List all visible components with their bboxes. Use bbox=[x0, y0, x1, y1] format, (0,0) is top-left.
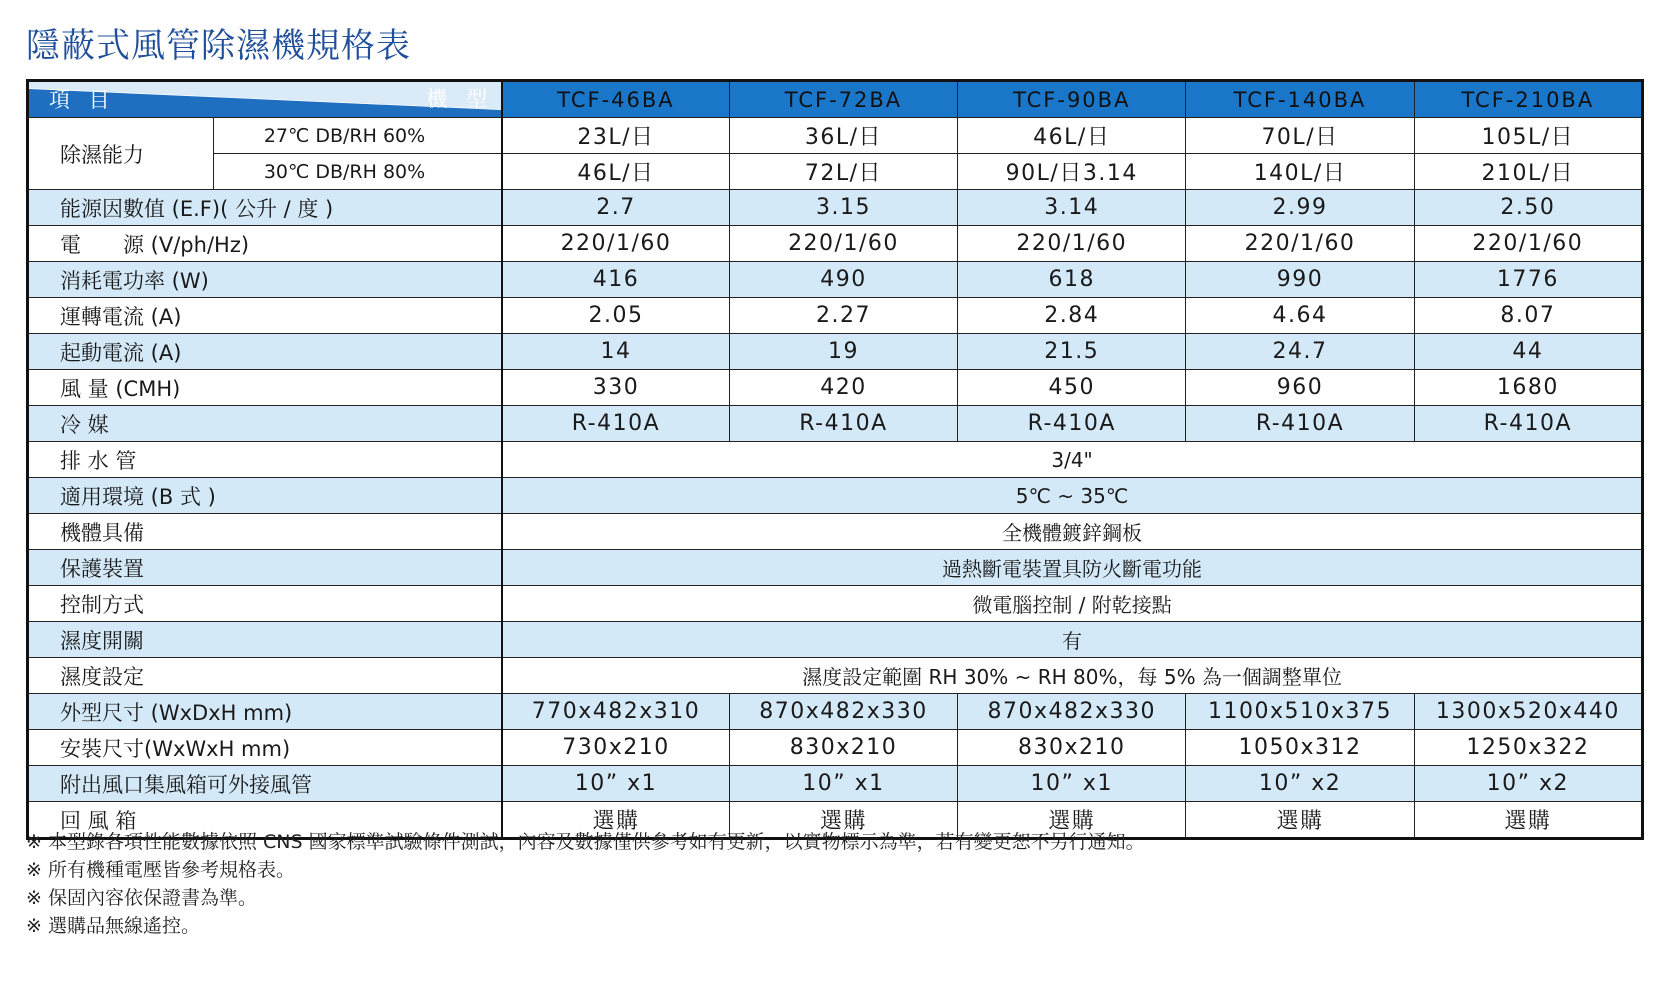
table-row bbox=[28, 586, 1643, 622]
table-cell: 微電腦控制 / 附乾接點 bbox=[502, 586, 1642, 622]
table-cell: 3.15 bbox=[729, 190, 957, 226]
table-cell: 105L/日 bbox=[1414, 118, 1642, 154]
model-header: TCF-140BA bbox=[1186, 81, 1414, 118]
dehumidify-condition: 30℃ DB/RH 80% bbox=[213, 154, 502, 190]
table-cell: 選購 bbox=[502, 802, 729, 839]
row-label: 排 水 管 bbox=[28, 442, 503, 478]
table-cell: 960 bbox=[1186, 370, 1414, 406]
table-row bbox=[28, 730, 1643, 766]
table-cell: 70L/日 bbox=[1186, 118, 1414, 154]
table-row bbox=[28, 406, 1643, 442]
table-row bbox=[28, 514, 1643, 550]
table-cell: 選購 bbox=[1414, 802, 1642, 839]
row-label: 冷 媒 bbox=[28, 406, 503, 442]
footnote: ※ 保固內容依保證書為準。 bbox=[26, 887, 257, 909]
dehumidify-row-2 bbox=[28, 154, 1643, 190]
table-cell: 全機體鍍鋅鋼板 bbox=[502, 514, 1642, 550]
row-label: 電 源 (V/ph/Hz) bbox=[28, 226, 503, 262]
table-cell: 36L/日 bbox=[729, 118, 957, 154]
table-cell: 220/1/60 bbox=[729, 226, 957, 262]
table-cell: 416 bbox=[502, 262, 729, 298]
footnote: ※ 所有機種電壓皆參考規格表。 bbox=[26, 859, 295, 881]
table-cell: 140L/日 bbox=[1186, 154, 1414, 190]
row-label: 風 量 (CMH) bbox=[28, 370, 503, 406]
table-cell: 450 bbox=[958, 370, 1186, 406]
dehumidify-row-1 bbox=[28, 118, 1643, 154]
table-row bbox=[28, 442, 1643, 478]
table-cell: 2.84 bbox=[958, 298, 1186, 334]
page-title: 隱蔽式風管除濕機規格表 bbox=[26, 26, 411, 66]
table-cell: R-410A bbox=[1414, 406, 1642, 442]
model-header: TCF-46BA bbox=[502, 81, 729, 118]
table-cell: 46L/日 bbox=[502, 154, 729, 190]
table-row bbox=[28, 226, 1643, 262]
table-cell: 220/1/60 bbox=[502, 226, 729, 262]
row-label: 附出風口集風箱可外接風管 bbox=[28, 766, 503, 802]
row-label: 運轉電流 (A) bbox=[28, 298, 503, 334]
table-row bbox=[28, 658, 1643, 694]
table-cell: 870x482x330 bbox=[729, 694, 957, 730]
table-row bbox=[28, 190, 1643, 226]
table-cell: 72L/日 bbox=[729, 154, 957, 190]
table-cell: R-410A bbox=[729, 406, 957, 442]
table-cell: 10” x1 bbox=[729, 766, 957, 802]
table-cell: 1050x312 bbox=[1186, 730, 1414, 766]
table-cell: 1776 bbox=[1414, 262, 1642, 298]
table-cell: 220/1/60 bbox=[1414, 226, 1642, 262]
row-label: 保護裝置 bbox=[28, 550, 503, 586]
table-cell: 8.07 bbox=[1414, 298, 1642, 334]
footnotes bbox=[26, 828, 1145, 940]
table-cell: 1300x520x440 bbox=[1414, 694, 1642, 730]
table-row bbox=[28, 622, 1643, 658]
table-cell: 2.7 bbox=[502, 190, 729, 226]
table-cell: 過熱斷電裝置具防火斷電功能 bbox=[502, 550, 1642, 586]
row-label: 消耗電功率 (W) bbox=[28, 262, 503, 298]
header-row bbox=[28, 81, 1643, 118]
table-cell: 24.7 bbox=[1186, 334, 1414, 370]
table-cell: 3/4" bbox=[502, 442, 1642, 478]
table-cell: 10” x1 bbox=[958, 766, 1186, 802]
table-cell: 220/1/60 bbox=[958, 226, 1186, 262]
table-cell: 21.5 bbox=[958, 334, 1186, 370]
table-cell: 有 bbox=[502, 622, 1642, 658]
table-cell: 10” x1 bbox=[502, 766, 729, 802]
table-cell: 1680 bbox=[1414, 370, 1642, 406]
table-cell: 490 bbox=[729, 262, 957, 298]
dehumidify-condition: 27℃ DB/RH 60% bbox=[213, 118, 502, 154]
table-row bbox=[28, 694, 1643, 730]
model-header: TCF-72BA bbox=[729, 81, 957, 118]
table-cell: 330 bbox=[502, 370, 729, 406]
table-row bbox=[28, 766, 1643, 802]
row-label: 控制方式 bbox=[28, 586, 503, 622]
dehumidify-label: 除濕能力 bbox=[28, 118, 214, 190]
row-label: 安裝尺寸(WxWxH mm) bbox=[28, 730, 503, 766]
table-cell: 2.99 bbox=[1186, 190, 1414, 226]
table-row bbox=[28, 298, 1643, 334]
table-cell: 830x210 bbox=[958, 730, 1186, 766]
table-cell: 選購 bbox=[1186, 802, 1414, 839]
table-cell: 10” x2 bbox=[1186, 766, 1414, 802]
table-cell: 4.64 bbox=[1186, 298, 1414, 334]
row-label: 起動電流 (A) bbox=[28, 334, 503, 370]
table-cell: 220/1/60 bbox=[1186, 226, 1414, 262]
table-cell: 選購 bbox=[729, 802, 957, 839]
row-label: 外型尺寸 (WxDxH mm) bbox=[28, 694, 503, 730]
table-cell: R-410A bbox=[958, 406, 1186, 442]
row-label: 適用環境 (B 式 ) bbox=[28, 478, 503, 514]
table-cell: 2.05 bbox=[502, 298, 729, 334]
table-cell: 14 bbox=[502, 334, 729, 370]
table-row bbox=[28, 262, 1643, 298]
model-header: TCF-210BA bbox=[1414, 81, 1642, 118]
table-cell: 23L/日 bbox=[502, 118, 729, 154]
table-cell: 1250x322 bbox=[1414, 730, 1642, 766]
table-cell: 選購 bbox=[958, 802, 1186, 839]
model-label: 機 型 bbox=[426, 87, 494, 111]
row-label: 濕度設定 bbox=[28, 658, 503, 694]
header-corner-cell bbox=[28, 81, 503, 118]
table-cell: 730x210 bbox=[502, 730, 729, 766]
table-cell: 2.27 bbox=[729, 298, 957, 334]
footnote: ※ 本型錄各項性能數據依照 CNS 國家標準試驗條件測試，內容及數據僅供參考如有更新，以實物標示為準，若有變更恕不另行通知。 bbox=[26, 831, 1145, 853]
model-header: TCF-90BA bbox=[958, 81, 1186, 118]
table-cell: 10” x2 bbox=[1414, 766, 1642, 802]
spec-table-body bbox=[28, 81, 1643, 839]
item-label: 項 目 bbox=[49, 88, 116, 112]
table-cell: 46L/日 bbox=[958, 118, 1186, 154]
table-cell: 濕度設定範圍 RH 30% ~ RH 80%，每 5% 為一個調整單位 bbox=[502, 658, 1642, 694]
row-label: 機體具備 bbox=[28, 514, 503, 550]
table-row bbox=[28, 370, 1643, 406]
footnote: ※ 選購品無線遙控。 bbox=[26, 915, 200, 937]
table-cell: 420 bbox=[729, 370, 957, 406]
row-label: 濕度開關 bbox=[28, 622, 503, 658]
table-cell: 19 bbox=[729, 334, 957, 370]
table-cell: R-410A bbox=[502, 406, 729, 442]
table-cell: 5℃ ~ 35℃ bbox=[502, 478, 1642, 514]
table-cell: 210L/日 bbox=[1414, 154, 1642, 190]
table-cell: 2.50 bbox=[1414, 190, 1642, 226]
table-cell: 90L/日3.14 bbox=[958, 154, 1186, 190]
row-label: 回 風 箱 bbox=[28, 802, 503, 839]
table-cell: 990 bbox=[1186, 262, 1414, 298]
table-row bbox=[28, 478, 1643, 514]
row-label: 能源因數值 (E.F)( 公升 / 度 ) bbox=[28, 190, 503, 226]
table-cell: 870x482x330 bbox=[958, 694, 1186, 730]
table-cell: 618 bbox=[958, 262, 1186, 298]
table-cell: 770x482x310 bbox=[502, 694, 729, 730]
table-row bbox=[28, 334, 1643, 370]
table-cell: 3.14 bbox=[958, 190, 1186, 226]
table-cell: R-410A bbox=[1186, 406, 1414, 442]
table-cell: 1100x510x375 bbox=[1186, 694, 1414, 730]
spec-table bbox=[26, 79, 1644, 840]
table-row bbox=[28, 550, 1643, 586]
table-cell: 44 bbox=[1414, 334, 1642, 370]
table-cell: 830x210 bbox=[729, 730, 957, 766]
